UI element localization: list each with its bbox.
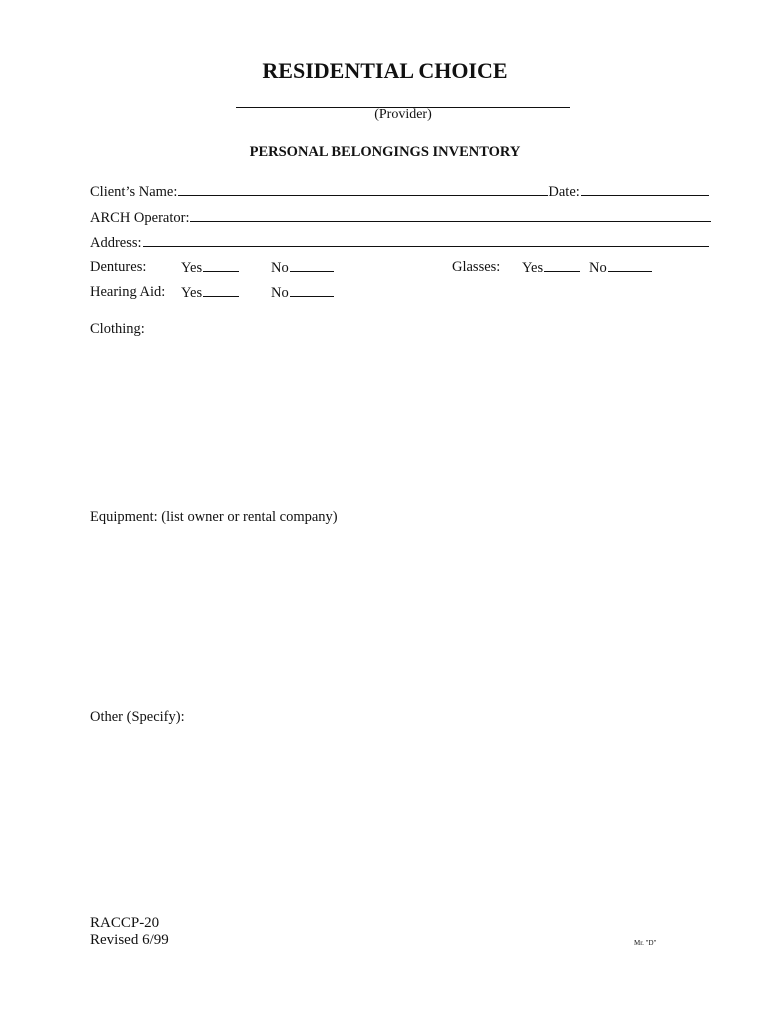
client-name-row (90, 182, 709, 201)
glasses-yes-field[interactable] (544, 258, 580, 272)
dentures-yes (181, 258, 239, 277)
footer-mark: Mr. "D" (634, 939, 657, 947)
dentures-no (271, 258, 334, 277)
date-field[interactable] (581, 182, 709, 196)
dentures-no-label: No (271, 260, 289, 276)
form-footer (90, 915, 169, 949)
date-label: Date: (548, 184, 580, 200)
form-code: RACCP-20 (90, 915, 160, 931)
equipment-area[interactable] (90, 530, 710, 700)
dentures-yes-field[interactable] (203, 258, 239, 272)
revised-date: Revised 6/99 (90, 932, 169, 948)
other-area[interactable] (90, 730, 710, 900)
hearing-aid-label: Hearing Aid: (90, 284, 166, 300)
address-field[interactable] (143, 233, 709, 247)
arch-operator-label: ARCH Operator: (90, 210, 190, 226)
client-name-label: Client’s Name: (90, 184, 178, 200)
glasses-yes (522, 258, 580, 277)
glasses-yes-label: Yes (522, 260, 544, 276)
glasses-label: Glasses: (452, 259, 501, 275)
clothing-area[interactable] (90, 342, 710, 502)
glasses-no-label: No (589, 260, 607, 276)
form-subtitle: PERSONAL BELONGINGS INVENTORY (249, 144, 521, 160)
hearing-aid-no-field[interactable] (290, 283, 334, 297)
dentures-label: Dentures: (90, 259, 147, 275)
clothing-label: Clothing: (90, 321, 145, 337)
hearing-aid-yes-field[interactable] (203, 283, 239, 297)
address-label: Address: (90, 235, 142, 251)
page-title: RESIDENTIAL CHOICE (262, 58, 508, 83)
provider-label: (Provider) (374, 107, 432, 122)
other-label: Other (Specify): (90, 709, 185, 725)
hearing-aid-yes-label: Yes (181, 285, 203, 301)
arch-operator-field[interactable] (190, 208, 711, 222)
hearing-aid-yes (181, 283, 239, 302)
hearing-aid-no-label: No (271, 285, 289, 301)
client-name-field[interactable] (178, 182, 548, 196)
dentures-no-field[interactable] (290, 258, 334, 272)
arch-operator-row (90, 208, 711, 227)
dentures-yes-label: Yes (181, 260, 203, 276)
hearing-aid-no (271, 283, 334, 302)
equipment-label: Equipment: (list owner or rental company) (90, 509, 338, 525)
address-row (90, 233, 709, 252)
glasses-no-field[interactable] (608, 258, 652, 272)
glasses-no (589, 258, 652, 277)
